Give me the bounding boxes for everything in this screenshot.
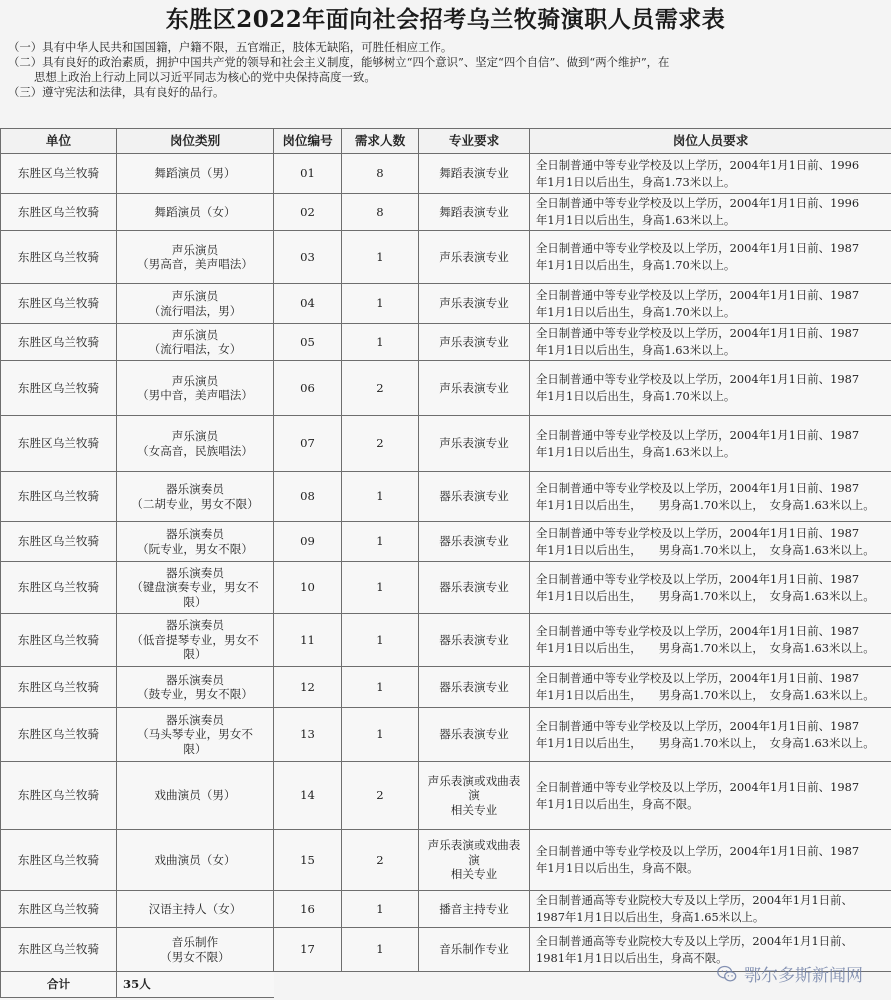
cell-major: [419, 324, 530, 361]
cell-requirements-line: 年1月1日以后出生， 男身高1.70米以上， 女身高1.63米以上。: [536, 542, 875, 557]
cell-count-line: 1: [376, 296, 384, 311]
cell-code-line: 17: [300, 942, 315, 957]
cell-code-line: 08: [300, 489, 315, 504]
cell-requirements-line: 全日制普通中等专业学校及以上学历，2004年1月1日前、1987: [536, 671, 860, 685]
cell-major: [419, 472, 530, 522]
cell-count-line: 8: [376, 204, 384, 219]
total-value: 35人: [117, 972, 274, 998]
cell-requirements: [530, 361, 891, 416]
cell-category-line: （男女不限）: [160, 949, 230, 964]
cell-code-line: 04: [300, 296, 315, 311]
cell-category-line: 声乐演员: [171, 373, 219, 388]
cell-requirements: [530, 472, 891, 522]
cell-category: [117, 562, 274, 614]
cell-requirements-line: 年1月1日以后出生，身高1.73米以上。: [536, 174, 736, 189]
cell-unit-line: 东胜区乌兰牧骑: [17, 534, 100, 549]
cell-category-line: 音乐制作: [171, 935, 219, 949]
cell-category: [117, 667, 274, 708]
cell-major-line: 器乐表演专业: [439, 489, 509, 504]
cell-category-line: 器乐演奏员: [166, 565, 224, 580]
cell-unit: [1, 324, 117, 361]
cell-requirements-line: 全日制普通中等专业学校及以上学历，2004年1月1日前、1987: [536, 718, 860, 733]
cell-major-line: 音乐制作专业: [439, 942, 509, 957]
note-3: （三）遵守宪法和法律，具有良好的品行。: [8, 85, 225, 99]
cell-count-line: 1: [376, 334, 384, 349]
cell-unit: [1, 416, 117, 472]
cell-unit-line: 东胜区乌兰牧骑: [17, 901, 100, 916]
cell-code-line: 02: [300, 204, 315, 219]
cell-requirements: [530, 708, 891, 762]
cell-category-line: 器乐演奏员: [166, 672, 224, 687]
table-row: [1, 667, 891, 708]
cell-major: [419, 667, 530, 708]
cell-code: [274, 284, 342, 324]
cell-requirements-line: 年1月1日以后出生，身高1.70米以上。: [536, 304, 736, 319]
cell-category-line: 汉语主持人（女）: [148, 901, 242, 916]
cell-major-line: 器乐表演专业: [439, 632, 509, 647]
cell-major-line: 声乐表演专业: [439, 334, 509, 349]
table-row: [1, 830, 891, 891]
header-requirements: 岗位人员要求: [530, 129, 891, 154]
cell-unit-line: 东胜区乌兰牧骑: [17, 380, 100, 395]
cell-category: [117, 231, 274, 284]
cell-unit-line: 东胜区乌兰牧骑: [17, 436, 100, 451]
watermark-text: 鄂尔多斯新闻网: [744, 966, 863, 986]
cell-major: [419, 762, 530, 830]
table-header-row: [1, 129, 891, 154]
note-2-continued: 思想上政治上行动上同以习近平同志为核心的党中央保持高度一致。: [34, 70, 376, 84]
cell-category-line: （二胡专业，男女不限）: [131, 496, 259, 511]
cell-major-line: 声乐表演专业: [439, 249, 509, 264]
cell-unit-line: 东胜区乌兰牧骑: [17, 580, 100, 595]
cell-major-line: 器乐表演专业: [439, 534, 509, 549]
table-row: [1, 361, 891, 416]
cell-requirements-line: 全日制普通中等专业学校及以上学历，2004年1月1日前、1987: [536, 427, 860, 442]
wechat-icon: [716, 963, 738, 985]
cell-count-line: 2: [376, 788, 384, 803]
cell-unit: [1, 154, 117, 194]
cell-category-line: 舞蹈演员（男）: [154, 166, 236, 181]
header-unit: 单位: [1, 129, 117, 154]
cell-unit-line: 东胜区乌兰牧骑: [17, 166, 100, 181]
header-category: 岗位类别: [117, 129, 274, 154]
cell-major-line: 声乐表演或戏曲表: [427, 773, 521, 788]
cell-code-line: 06: [300, 380, 315, 395]
cell-category-line: （鼓专业，男女不限）: [137, 687, 253, 701]
cell-code: [274, 667, 342, 708]
cell-unit-line: 东胜区乌兰牧骑: [17, 942, 100, 957]
cell-count: [342, 472, 419, 522]
cell-count-line: 2: [376, 852, 384, 867]
cell-code: [274, 472, 342, 522]
cell-count-line: 1: [376, 942, 384, 957]
cell-category-line: 舞蹈演员（女）: [154, 204, 236, 219]
cell-category-line: （男中音，美声唱法）: [137, 388, 253, 402]
cell-unit: [1, 472, 117, 522]
cell-major: [419, 194, 530, 231]
cell-code: [274, 194, 342, 231]
cell-major-line: 播音主持专业: [439, 901, 509, 916]
cell-major: [419, 154, 530, 194]
cell-unit: [1, 231, 117, 284]
header-major: 专业要求: [419, 129, 530, 154]
cell-category-line: 限）: [183, 741, 207, 756]
cell-category-line: （马头琴专业，男女不: [137, 727, 253, 742]
cell-code-line: 13: [300, 727, 315, 742]
cell-requirements-line: 全日制普通中等专业学校及以上学历，2004年1月1日前、1996: [536, 196, 860, 210]
cell-count-line: 1: [376, 249, 384, 264]
cell-major-line: 器乐表演专业: [439, 679, 509, 694]
cell-category-line: 限）: [183, 594, 207, 609]
cell-code: [274, 562, 342, 614]
cell-requirements-line: 全日制普通中等专业学校及以上学历，2004年1月1日前、1987: [536, 372, 860, 386]
cell-category-line: 声乐演员: [171, 327, 219, 342]
cell-requirements-line: 全日制普通中等专业学校及以上学历，2004年1月1日前、1987: [536, 844, 860, 858]
cell-count: [342, 284, 419, 324]
table-row: [1, 708, 891, 762]
cell-category: [117, 472, 274, 522]
cell-requirements: [530, 284, 891, 324]
cell-category: [117, 614, 274, 667]
cell-count: [342, 614, 419, 667]
cell-major: [419, 416, 530, 472]
cell-unit: [1, 891, 117, 928]
cell-code-line: 09: [300, 534, 315, 549]
cell-requirements: [530, 154, 891, 194]
cell-requirements: [530, 231, 891, 284]
cell-unit: [1, 667, 117, 708]
cell-category-line: 戏曲演员（男）: [154, 788, 236, 803]
cell-unit-line: 东胜区乌兰牧骑: [17, 204, 100, 219]
cell-code: [274, 154, 342, 194]
table-row: [1, 472, 891, 522]
cell-code-line: 15: [300, 852, 315, 867]
cell-code-line: 12: [300, 679, 315, 694]
cell-unit: [1, 762, 117, 830]
note-1: （一）具有中华人民共和国国籍，户籍不限，五官端正，肢体无缺陷，可胜任相应工作。: [8, 40, 453, 54]
cell-unit-line: 东胜区乌兰牧骑: [17, 788, 100, 803]
cell-code-line: 03: [300, 249, 315, 264]
cell-count: [342, 830, 419, 891]
cell-requirements: [530, 416, 891, 472]
table-row: [1, 891, 891, 928]
cell-category-line: 器乐演奏员: [166, 618, 224, 633]
page-title: 东胜区2022年面向社会招考乌兰牧骑演职人员需求表: [165, 6, 726, 33]
requirements-notes: [8, 40, 888, 100]
cell-major: [419, 830, 530, 891]
cell-category: [117, 154, 274, 194]
cell-count: [342, 231, 419, 284]
cell-category: [117, 928, 274, 972]
cell-requirements: [530, 667, 891, 708]
cell-count: [342, 154, 419, 194]
cell-count-line: 1: [376, 580, 384, 595]
cell-requirements-line: 全日制普通中等专业学校及以上学历，2004年1月1日前、1987: [536, 525, 860, 540]
cell-code-line: 01: [300, 166, 315, 181]
cell-unit-line: 东胜区乌兰牧骑: [17, 296, 100, 311]
cell-code: [274, 522, 342, 562]
cell-category-line: （女高音，民族唱法）: [137, 443, 253, 458]
cell-requirements-line: 年1月1日以后出生，身高不限。: [536, 796, 699, 811]
cell-unit: [1, 284, 117, 324]
watermark: [716, 961, 863, 986]
cell-category-line: 器乐演奏员: [166, 482, 224, 496]
cell-requirements-line: 年1月1日以后出生，身高1.70米以上。: [536, 258, 736, 272]
cell-major-line: 相关专业: [450, 867, 498, 882]
cell-major: [419, 284, 530, 324]
cell-major-line: 声乐表演专业: [439, 296, 509, 311]
cell-count-line: 1: [376, 632, 384, 647]
cell-category: [117, 324, 274, 361]
cell-count: [342, 762, 419, 830]
cell-requirements-line: 年1月1日以后出生， 男身高1.70米以上， 女身高1.63米以上。: [536, 735, 875, 750]
cell-category-line: 声乐演员: [171, 289, 219, 303]
cell-count: [342, 324, 419, 361]
cell-unit-line: 东胜区乌兰牧骑: [17, 727, 100, 742]
cell-unit: [1, 522, 117, 562]
cell-category-line: （低音提琴专业，男女不: [131, 632, 259, 647]
cell-count: [342, 667, 419, 708]
cell-major-line: 演: [468, 788, 480, 803]
cell-category-line: 戏曲演员（女）: [154, 852, 236, 867]
cell-requirements-line: 全日制普通中等专业学校及以上学历，2004年1月1日前、1987: [536, 480, 860, 495]
cell-requirements-line: 全日制普通中等专业学校及以上学历，2004年1月1日前、1987: [536, 624, 860, 638]
cell-unit: [1, 708, 117, 762]
table-row: [1, 324, 891, 361]
cell-category: [117, 522, 274, 562]
recruitment-table: [0, 128, 891, 998]
cell-category-line: 限）: [183, 647, 207, 662]
cell-category-line: （键盘演奏专业，男女不: [131, 580, 259, 595]
table-row: [1, 154, 891, 194]
cell-category-line: （男高音，美声唱法）: [137, 257, 253, 271]
cell-category: [117, 416, 274, 472]
cell-unit: [1, 614, 117, 667]
cell-code: [274, 416, 342, 472]
cell-category-line: （阮专业，男女不限）: [137, 541, 253, 556]
cell-count-line: 1: [376, 534, 384, 549]
cell-category: [117, 284, 274, 324]
cell-code: [274, 361, 342, 416]
cell-unit: [1, 562, 117, 614]
cell-major-line: 舞蹈表演专业: [439, 166, 509, 181]
cell-requirements-line: 全日制普通中等专业学校及以上学历，2004年1月1日前、1987: [536, 779, 860, 794]
cell-unit: [1, 361, 117, 416]
cell-count: [342, 928, 419, 972]
cell-major: [419, 231, 530, 284]
cell-requirements-line: 全日制普通中等专业学校及以上学历，2004年1月1日前、1987: [536, 241, 860, 255]
header-count: 需求人数: [342, 129, 419, 154]
cell-requirements-line: 1987年1月1日以后出生，身高1.65米以上。: [536, 910, 765, 924]
cell-requirements-line: 年1月1日以后出生， 男身高1.70米以上， 女身高1.63米以上。: [536, 588, 875, 603]
cell-code: [274, 928, 342, 972]
cell-unit-line: 东胜区乌兰牧骑: [17, 632, 100, 647]
table-row: [1, 562, 891, 614]
cell-category: [117, 708, 274, 762]
cell-major: [419, 708, 530, 762]
cell-requirements-line: 全日制普通高等专业院校大专及以上学历，2004年1月1日前、: [536, 933, 853, 948]
cell-unit: [1, 928, 117, 972]
cell-category-line: 声乐演员: [171, 429, 219, 443]
cell-unit: [1, 194, 117, 231]
cell-major-line: 声乐表演或戏曲表: [427, 838, 521, 853]
cell-count-line: 1: [376, 901, 384, 916]
cell-requirements-line: 全日制普通高等专业院校大专及以上学历，2004年1月1日前、: [536, 893, 853, 907]
cell-category: [117, 361, 274, 416]
cell-code: [274, 830, 342, 891]
cell-code-line: 07: [300, 436, 315, 451]
cell-category: [117, 194, 274, 231]
cell-count-line: 1: [376, 727, 384, 742]
cell-major: [419, 562, 530, 614]
cell-requirements-line: 全日制普通中等专业学校及以上学历，2004年1月1日前、1987: [536, 326, 860, 340]
cell-requirements: [530, 522, 891, 562]
cell-major: [419, 522, 530, 562]
cell-requirements-line: 全日制普通中等专业学校及以上学历，2004年1月1日前、1987: [536, 287, 860, 302]
cell-major-line: 声乐表演专业: [439, 436, 509, 451]
cell-requirements-line: 年1月1日以后出生，身高1.63米以上。: [536, 444, 736, 459]
cell-count: [342, 361, 419, 416]
cell-category-line: 器乐演奏员: [166, 527, 224, 541]
cell-requirements: [530, 891, 891, 928]
cell-code-line: 05: [300, 334, 315, 349]
cell-requirements: [530, 830, 891, 891]
cell-major: [419, 361, 530, 416]
cell-requirements: [530, 614, 891, 667]
cell-requirements: [530, 194, 891, 231]
cell-unit-line: 东胜区乌兰牧骑: [17, 249, 100, 264]
cell-count-line: 2: [376, 380, 384, 395]
cell-count: [342, 562, 419, 614]
table-row: [1, 522, 891, 562]
cell-requirements: [530, 562, 891, 614]
cell-major-line: 器乐表演专业: [439, 580, 509, 595]
table-row: [1, 614, 891, 667]
cell-category-line: 声乐演员: [171, 242, 219, 257]
cell-count-line: 8: [376, 166, 384, 181]
table-row: [1, 284, 891, 324]
cell-count: [342, 708, 419, 762]
cell-major-line: 相关专业: [450, 802, 498, 817]
cell-major-line: 舞蹈表演专业: [439, 204, 509, 219]
cell-requirements-line: 全日制普通中等专业学校及以上学历，2004年1月1日前、1987: [536, 571, 860, 586]
cell-major-line: 演: [468, 852, 480, 867]
cell-category-line: （流行唱法，男）: [148, 303, 242, 318]
cell-category: [117, 762, 274, 830]
cell-major: [419, 928, 530, 972]
cell-requirements-line: 年1月1日以后出生，身高1.63米以上。: [536, 213, 736, 227]
cell-requirements-line: 1981年1月1日以后出生，身高不限。: [536, 950, 728, 965]
cell-unit: [1, 830, 117, 891]
cell-requirements-line: 全日制普通中等专业学校及以上学历，2004年1月1日前、1996: [536, 157, 860, 172]
cell-count: [342, 891, 419, 928]
cell-requirements-line: 年1月1日以后出生，身高不限。: [536, 861, 699, 875]
cell-major: [419, 614, 530, 667]
cell-code: [274, 231, 342, 284]
cell-requirements-line: 年1月1日以后出生，身高1.70米以上。: [536, 389, 736, 403]
table-row: [1, 231, 891, 284]
total-label: 合计: [1, 972, 117, 998]
cell-code-line: 16: [300, 901, 315, 916]
cell-requirements-line: 年1月1日以后出生， 男身高1.70米以上， 女身高1.63米以上。: [536, 688, 875, 702]
cell-unit-line: 东胜区乌兰牧骑: [17, 334, 100, 349]
header-code: 岗位编号: [274, 129, 342, 154]
table-row: [1, 416, 891, 472]
note-2: （二）具有良好的政治素质，拥护中国共产党的领导和社会主义制度，能够树立“四个意识”、坚定“四个自信”、做到“两个维护”，在: [8, 55, 670, 69]
cell-major: [419, 891, 530, 928]
cell-code: [274, 324, 342, 361]
cell-category-line: （流行唱法，女）: [148, 342, 242, 356]
cell-requirements-line: 年1月1日以后出生， 男身高1.70米以上， 女身高1.63米以上。: [536, 641, 875, 655]
cell-count-line: 1: [376, 679, 384, 694]
cell-unit-line: 东胜区乌兰牧骑: [17, 489, 100, 504]
cell-code-line: 10: [300, 580, 315, 595]
cell-requirements: [530, 324, 891, 361]
cell-requirements-line: 年1月1日以后出生， 男身高1.70米以上， 女身高1.63米以上。: [536, 497, 875, 512]
cell-code: [274, 891, 342, 928]
cell-major-line: 声乐表演专业: [439, 380, 509, 395]
cell-requirements: [530, 762, 891, 830]
cell-count-line: 2: [376, 436, 384, 451]
table-row: [1, 762, 891, 830]
cell-code: [274, 708, 342, 762]
cell-code-line: 14: [300, 788, 315, 803]
cell-category: [117, 830, 274, 891]
cell-category-line: 器乐演奏员: [166, 712, 224, 727]
cell-code-line: 11: [300, 632, 315, 647]
cell-unit-line: 东胜区乌兰牧骑: [17, 852, 100, 867]
cell-code: [274, 614, 342, 667]
cell-count: [342, 416, 419, 472]
cell-count: [342, 522, 419, 562]
cell-major-line: 器乐表演专业: [439, 727, 509, 742]
cell-requirements-line: 年1月1日以后出生，身高1.63米以上。: [536, 343, 736, 357]
cell-category: [117, 891, 274, 928]
cell-code: [274, 762, 342, 830]
table-row: [1, 194, 891, 231]
cell-unit-line: 东胜区乌兰牧骑: [17, 679, 100, 694]
cell-count: [342, 194, 419, 231]
cell-count-line: 1: [376, 489, 384, 504]
